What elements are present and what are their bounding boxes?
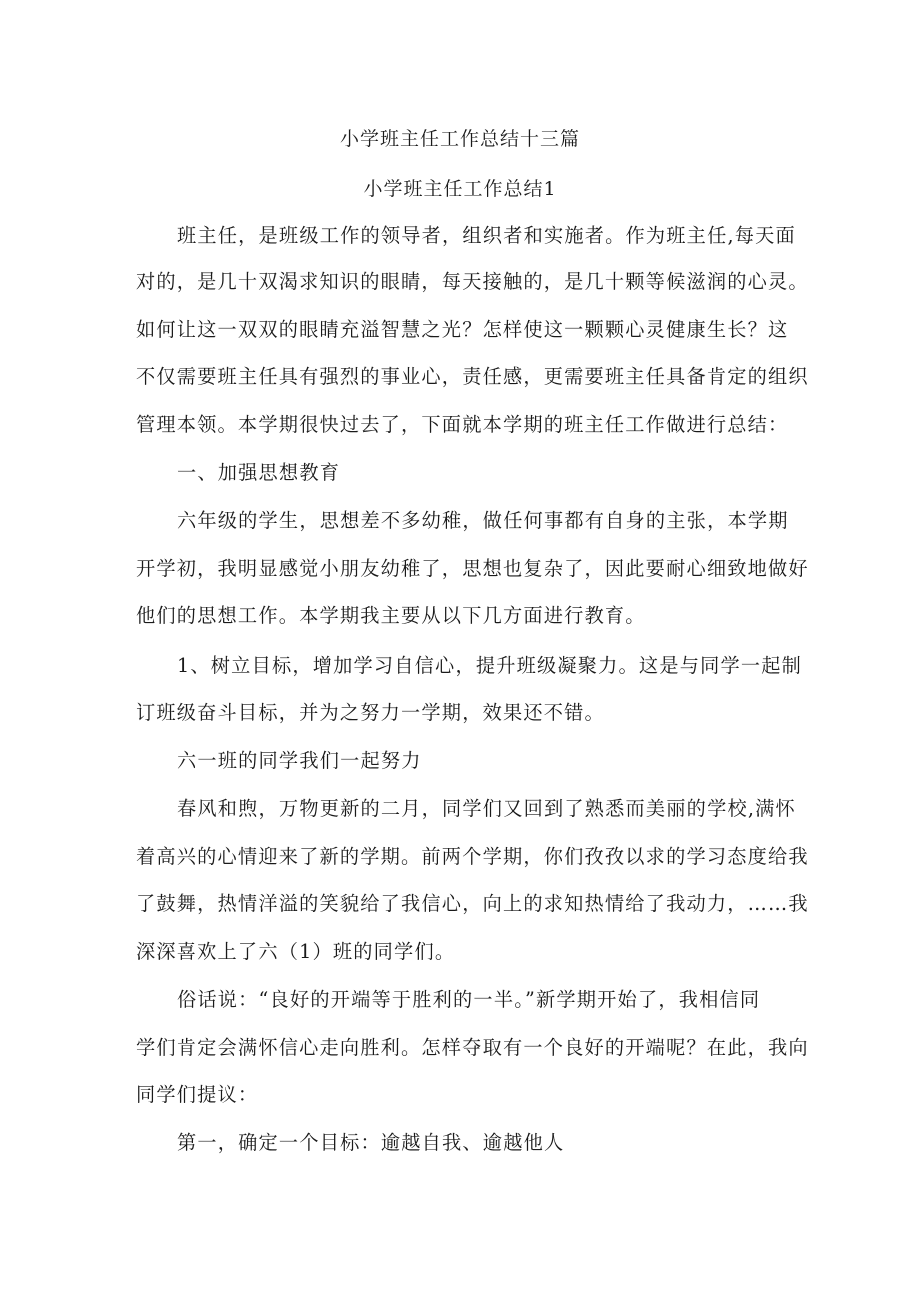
paragraph-line: 对的，是几十双渴求知识的眼睛，每天接触的，是几十颗等候滋润的心灵。 bbox=[136, 270, 809, 293]
paragraph-line: 管理本领。本学期很快过去了，下面就本学期的班主任工作做进行总结： bbox=[136, 413, 789, 436]
paragraph-line: 1、树立目标，增加学习自信心，提升班级凝聚力。这是与同学一起制 bbox=[177, 654, 803, 677]
paragraph-line: 春风和煦，万物更新的二月，同学们又回到了熟悉而美丽的学校,满怀 bbox=[177, 797, 796, 820]
paragraph-line: 如何让这一双双的眼睛充溢智慧之光？怎样使这一颗颗心灵健康生长？这 bbox=[136, 318, 789, 341]
paragraph-line: 六年级的学生，思想差不多幼稚，做任何事都有自身的主张，本学期 bbox=[177, 509, 789, 532]
paragraph-line: 同学们提议： bbox=[136, 1083, 259, 1106]
paragraph-line: 订班级奋斗目标，并为之努力一学期，效果还不错。 bbox=[136, 701, 605, 724]
paragraph-line: 了鼓舞，热情洋溢的笑貌给了我信心，向上的求知热情给了我动力，……我 bbox=[136, 892, 809, 915]
paragraph-line: 班主任，是班级工作的领导者，组织者和实施者。作为班主任,每天面 bbox=[177, 224, 796, 247]
document-title: 小学班主任工作总结十三篇 bbox=[339, 128, 580, 150]
paragraph-line: 不仅需要班主任具有强烈的事业心，责任感，更需要班主任具备肯定的组织 bbox=[136, 365, 809, 388]
paragraph-line: 第一，确定一个目标：逾越自我、逾越他人 bbox=[177, 1131, 565, 1154]
paragraph-line: 开学初，我明显感觉小朋友幼稚了，思想也复杂了，因此要耐心细致地做好 bbox=[136, 557, 809, 580]
section-heading: 一、加强思想教育 bbox=[177, 461, 341, 484]
paragraph-line: 俗话说：“良好的开端等于胜利的一半。”新学期开始了，我相信同 bbox=[177, 988, 761, 1011]
document-subtitle: 小学班主任工作总结1 bbox=[363, 178, 557, 200]
paragraph-line: 六一班的同学我们一起努力 bbox=[177, 749, 422, 772]
paragraph-line: 他们的思想工作。本学期我主要从以下几方面进行教育。 bbox=[136, 604, 646, 627]
paragraph-line: 深深喜欢上了六（1）班的同学们。 bbox=[136, 940, 456, 963]
paragraph-line: 学们肯定会满怀信心走向胜利。怎样夺取有一个良好的开端呢？在此，我向 bbox=[136, 1036, 809, 1059]
paragraph-line: 着高兴的心情迎来了新的学期。前两个学期，你们孜孜以求的学习态度给我 bbox=[136, 845, 809, 868]
